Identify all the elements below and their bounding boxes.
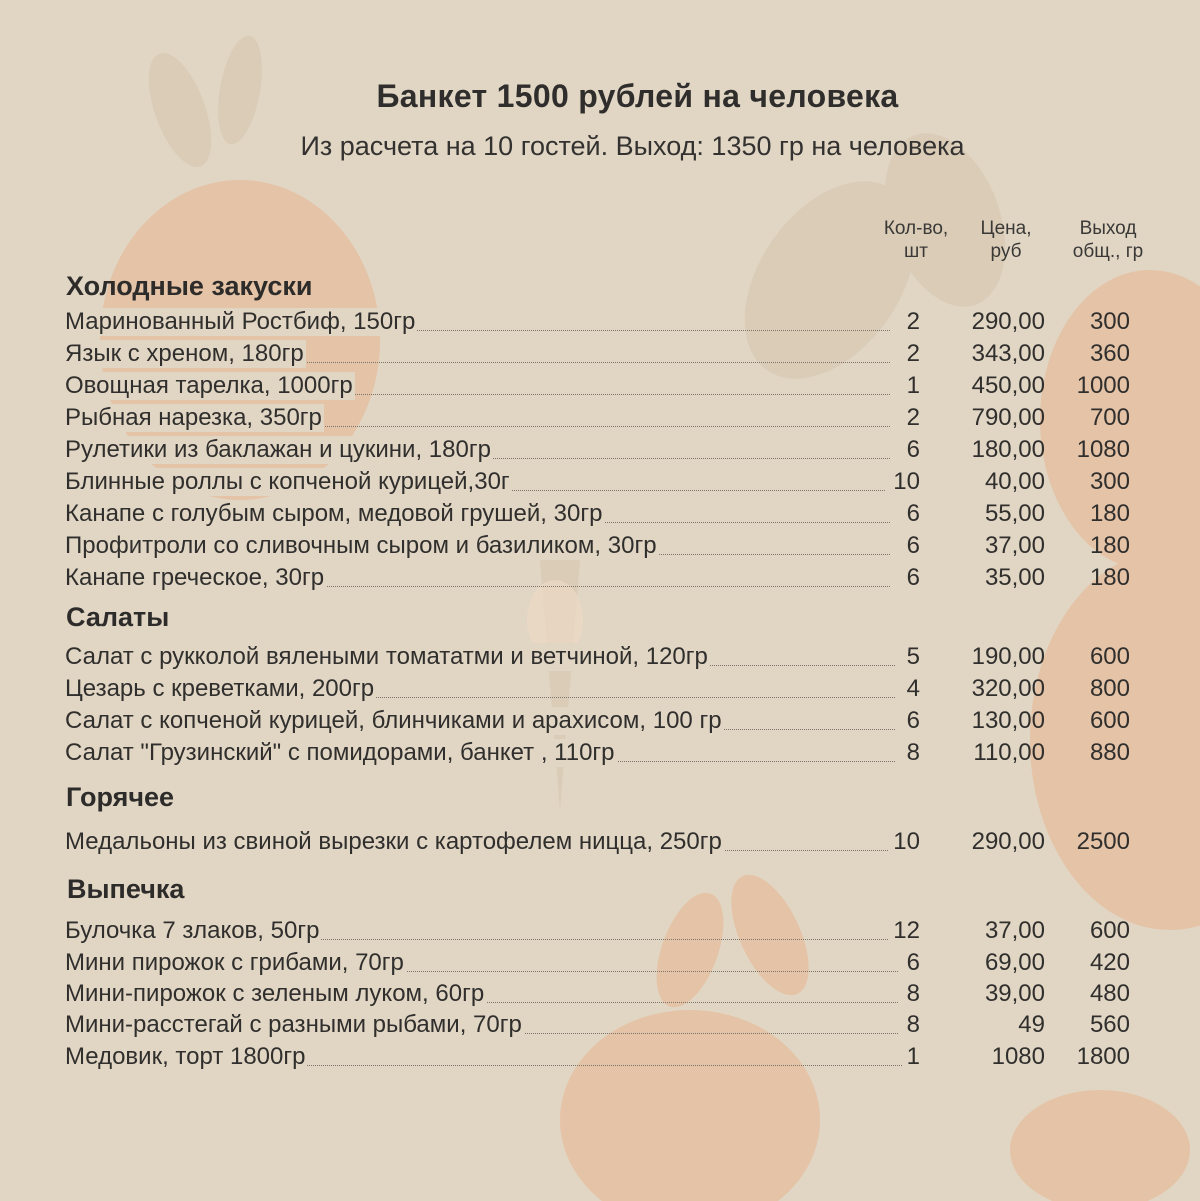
column-header-qty: Кол-во, шт	[883, 218, 949, 262]
item-output: 1000	[1076, 372, 1130, 399]
item-price: 37,00	[984, 917, 1045, 944]
section-title-hot: Горячее	[66, 782, 175, 812]
menu-item-row	[0, 308, 1200, 340]
item-name: Мини-пирожок с зеленым луком, 60гр	[65, 980, 485, 1007]
item-qty: 5	[906, 643, 920, 670]
item-price: 39,00	[984, 980, 1045, 1007]
item-price: 450,00	[971, 372, 1045, 399]
section-title-cold-appetizers: Холодные закуски	[66, 271, 313, 301]
item-qty: 8	[906, 739, 920, 766]
item-qty: 4	[906, 675, 920, 702]
item-price: 49	[1018, 1011, 1045, 1038]
item-price: 190,00	[971, 643, 1045, 670]
item-name: Медальоны из свиной вырезки с картофелем ницца, 250гр	[65, 828, 722, 855]
item-output: 600	[1089, 643, 1130, 670]
item-name: Цезарь с креветками, 200гр	[65, 675, 375, 702]
menu-item-row	[0, 500, 1200, 532]
menu-item-row	[0, 564, 1200, 596]
item-price: 55,00	[984, 500, 1045, 527]
item-price: 320,00	[971, 675, 1045, 702]
item-qty: 2	[906, 340, 920, 367]
item-qty: 1	[906, 372, 920, 399]
item-qty: 6	[906, 532, 920, 559]
item-output: 480	[1089, 980, 1130, 1007]
menu-item-row	[0, 917, 1200, 949]
item-name: Канапе греческое, 30гр	[65, 564, 325, 591]
menu-item-row	[0, 707, 1200, 739]
menu-item-row	[0, 1043, 1200, 1075]
menu-item-row	[0, 340, 1200, 372]
menu-item-row	[0, 436, 1200, 468]
item-price: 290,00	[971, 828, 1045, 855]
item-name: Мини-расстегай с разными рыбами, 70гр	[65, 1011, 522, 1038]
item-name: Язык с хреном, 180гр	[65, 340, 304, 367]
item-name: Маринованный Ростбиф, 150гр	[65, 308, 416, 335]
item-price: 37,00	[984, 532, 1045, 559]
item-output: 560	[1089, 1011, 1130, 1038]
item-output: 300	[1089, 308, 1130, 335]
menu-item-row	[0, 468, 1200, 500]
menu-item-row	[0, 372, 1200, 404]
menu-item-row	[0, 532, 1200, 564]
item-output: 600	[1089, 707, 1130, 734]
item-name: Канапе с голубым сыром, медовой грушей, 30гр	[65, 500, 603, 527]
item-qty: 2	[906, 404, 920, 431]
item-price: 110,00	[973, 739, 1045, 766]
page-title: Банкет 1500 рублей на человека	[376, 78, 899, 114]
item-qty: 8	[906, 1011, 920, 1038]
item-price: 35,00	[984, 564, 1045, 591]
item-output: 600	[1089, 917, 1130, 944]
menu-item-row	[0, 404, 1200, 436]
item-qty: 1	[906, 1043, 920, 1070]
item-name: Рулетики из баклажан и цукини, 180гр	[65, 436, 491, 463]
item-name: Салат "Грузинский" с помидорами, банкет , 110гр	[65, 739, 615, 766]
item-output: 180	[1089, 532, 1130, 559]
item-name: Рыбная нарезка, 350гр	[65, 404, 322, 431]
item-qty: 12	[893, 917, 920, 944]
item-name: Овощная тарелка, 1000гр	[65, 372, 353, 399]
item-qty: 10	[893, 468, 920, 495]
column-header-price: Цена, руб	[980, 218, 1032, 262]
item-output: 800	[1089, 675, 1130, 702]
item-qty: 8	[906, 980, 920, 1007]
item-price: 790,00	[971, 404, 1045, 431]
item-name: Салат с рукколой вялеными томататми и ветчиной, 120гр	[65, 643, 708, 670]
menu-item-row	[0, 739, 1200, 771]
item-name: Булочка 7 злаков, 50гр	[65, 917, 320, 944]
item-qty: 10	[893, 828, 920, 855]
item-output: 880	[1089, 739, 1130, 766]
item-output: 1800	[1076, 1043, 1130, 1070]
section-title-salads: Салаты	[66, 602, 170, 632]
item-price: 180,00	[971, 436, 1045, 463]
menu-item-row	[0, 828, 1200, 860]
menu-item-row	[0, 980, 1200, 1012]
menu-item-row	[0, 1011, 1200, 1043]
item-output: 700	[1089, 404, 1130, 431]
item-price: 130,00	[971, 707, 1045, 734]
column-header-output: Выход общ., гр	[1072, 218, 1144, 262]
item-price: 40,00	[984, 468, 1045, 495]
menu-item-row	[0, 675, 1200, 707]
item-qty: 6	[906, 949, 920, 976]
item-name: Блинные роллы с копченой курицей,30г	[65, 468, 510, 495]
item-name: Профитроли со сливочным сыром и базиликом, 30гр	[65, 532, 657, 559]
menu-item-row	[0, 643, 1200, 675]
item-qty: 6	[906, 436, 920, 463]
item-output: 2500	[1076, 828, 1130, 855]
menu-item-row	[0, 949, 1200, 981]
item-qty: 2	[906, 308, 920, 335]
item-price: 69,00	[984, 949, 1045, 976]
item-name: Салат с копченой курицей, блинчиками и арахисом, 100 гр	[65, 707, 722, 734]
item-qty: 6	[906, 500, 920, 527]
section-title-bakery: Выпечка	[67, 874, 185, 904]
item-output: 180	[1089, 500, 1130, 527]
page-subtitle: Из расчета на 10 гостей. Выход: 1350 гр на человека	[300, 131, 965, 161]
item-output: 420	[1089, 949, 1130, 976]
item-output: 360	[1089, 340, 1130, 367]
item-output: 1080	[1076, 436, 1130, 463]
item-price: 343,00	[971, 340, 1045, 367]
item-price: 290,00	[971, 308, 1045, 335]
item-output: 300	[1089, 468, 1130, 495]
item-price: 1080	[991, 1043, 1045, 1070]
item-qty: 6	[906, 707, 920, 734]
item-name: Медовик, торт 1800гр	[65, 1043, 306, 1070]
item-qty: 6	[906, 564, 920, 591]
item-name: Мини пирожок с грибами, 70гр	[65, 949, 404, 976]
item-output: 180	[1089, 564, 1130, 591]
